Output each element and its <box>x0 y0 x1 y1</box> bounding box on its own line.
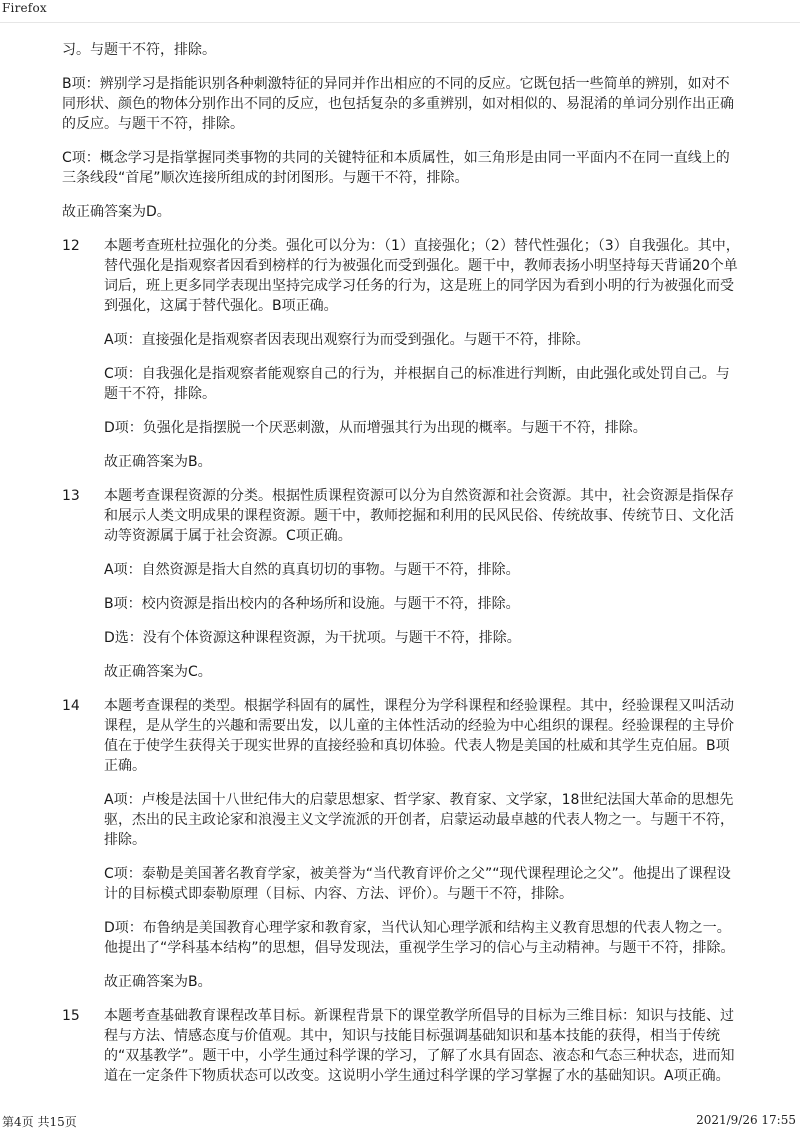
question-14 <box>62 696 742 776</box>
question-number: 13 <box>62 488 80 504</box>
option-c-explanation: C项：泰勒是美国著名教育学家，被美誉为“当代教育评价之父”“现代课程理论之父”。他提出了课程设计的目标模式即泰勒原理（目标、内容、方法、评价）。与题干不符，排除。 <box>104 866 731 902</box>
document-body <box>62 40 742 1100</box>
question-number: 15 <box>62 1008 80 1024</box>
option-c-explanation: C项：自我强化是指观察者能观察自己的行为，并根据自己的标准进行判断，由此强化或处罚自己。与题干不符，排除。 <box>104 366 730 402</box>
question-12 <box>62 236 742 316</box>
question-explanation: 本题考查基础教育课程改革目标。新课程背景下的课堂教学所倡导的目标为三维目标：知识与技能、过程与方法、情感态度与价值观。其中，知识与技能目标强调基础知识和基本技能的获得，相当于传统的“双基教学”。题干中，小学生通过科学课的学习，了解了水具有固态、液态和气态三种状态，进而知道在一定条件下物质状态可以改变。这说明小学生通过科学课的学习掌握了水的基础知识。A项正确。 <box>104 1008 735 1084</box>
correct-answer: 故正确答案为C。 <box>104 664 212 680</box>
option-a-explanation: A项：直接强化是指观察者因表现出观察行为而受到强化。与题干不符，排除。 <box>104 332 590 348</box>
browser-title: Firefox <box>2 1 47 15</box>
option-b-explanation: B项：校内资源是指出校内的各种场所和设施。与题干不符，排除。 <box>104 596 520 612</box>
intro-option-c: C项：概念学习是指掌握同类事物的共同的关键特征和本质属性，如三角形是由同一平面内不在同一直线上的三条线段“首尾”顺次连接所组成的封闭图形。与题干不符，排除。 <box>62 150 730 186</box>
question-number: 12 <box>62 238 80 254</box>
print-timestamp: 2021/9/26 17:55 <box>696 1113 796 1127</box>
question-15 <box>62 1006 742 1086</box>
page-indicator: 第4页 共15页 <box>2 1115 77 1129</box>
header-divider <box>0 22 800 23</box>
intro-answer: 故正确答案为D。 <box>62 204 171 220</box>
option-a-explanation: A项：卢梭是法国十八世纪伟大的启蒙思想家、哲学家、教育家、文学家，18世纪法国大革命的思想先驱，杰出的民主政论家和浪漫主义文学流派的开创者，启蒙运动最卓越的代表人物之一。与题干不符，排除。 <box>104 792 734 848</box>
question-explanation: 本题考查班杜拉强化的分类。强化可以分为：（1）直接强化；（2）替代性强化；（3）自我强化。其中，替代强化是指观察者因看到榜样的行为被强化而受到强化。题干中，教师表扬小明坚持每天背诵20个单词后，班上更多同学表现出坚持完成学习任务的行为，这是班上的同学因为看到小明的行为被强化而受到强化，这属于替代强化。B项正确。 <box>104 238 740 314</box>
correct-answer: 故正确答案为B。 <box>104 974 212 990</box>
intro-option-b: B项：辨别学习是指能识别各种刺激特征的异同并作出相应的不同的反应。它既包括一些简单的辨别，如对不同形状、颜色的物体分别作出不同的反应，也包括复杂的多重辨别，如对相似的、易混淆的单词分别作出正确的反应。与题干不符，排除。 <box>62 76 734 132</box>
question-explanation: 本题考查课程资源的分类。根据性质课程资源可以分为自然资源和社会资源。其中，社会资源是指保存和展示人类文明成果的课程资源。题干中，教师挖掘和利用的民风民俗、传统故事、传统节日、文化活动等资源属于属于社会资源。C项正确。 <box>104 488 734 544</box>
option-d-explanation: D项：负强化是指摆脱一个厌恶刺激，从而增强其行为出现的概率。与题干不符，排除。 <box>104 420 647 436</box>
option-d-explanation: D选：没有个体资源这种课程资源，为干扰项。与题干不符，排除。 <box>104 630 521 646</box>
correct-answer: 故正确答案为B。 <box>104 454 212 470</box>
intro-continuation: 习。与题干不符，排除。 <box>62 42 216 58</box>
question-number: 14 <box>62 698 80 714</box>
option-d-explanation: D项：布鲁纳是美国教育心理学家和教育家，当代认知心理学派和结构主义教育思想的代表人物之一。他提出了“学科基本结构”的思想，倡导发现法，重视学生学习的信心与主动精神。与题干不符，排除。 <box>104 920 735 956</box>
question-explanation: 本题考查课程的类型。根据学科固有的属性，课程分为学科课程和经验课程。其中，经验课程又叫活动课程，是从学生的兴趣和需要出发，以儿童的主体性活动的经验为中心组织的课程。经验课程的主导价值在于使学生获得关于现实世界的直接经验和真切体验。代表人物是美国的杜威和其学生克伯屈。B项正确。 <box>104 698 734 774</box>
option-a-explanation: A项：自然资源是指大自然的真真切切的事物。与题干不符，排除。 <box>104 562 520 578</box>
question-13 <box>62 486 742 546</box>
